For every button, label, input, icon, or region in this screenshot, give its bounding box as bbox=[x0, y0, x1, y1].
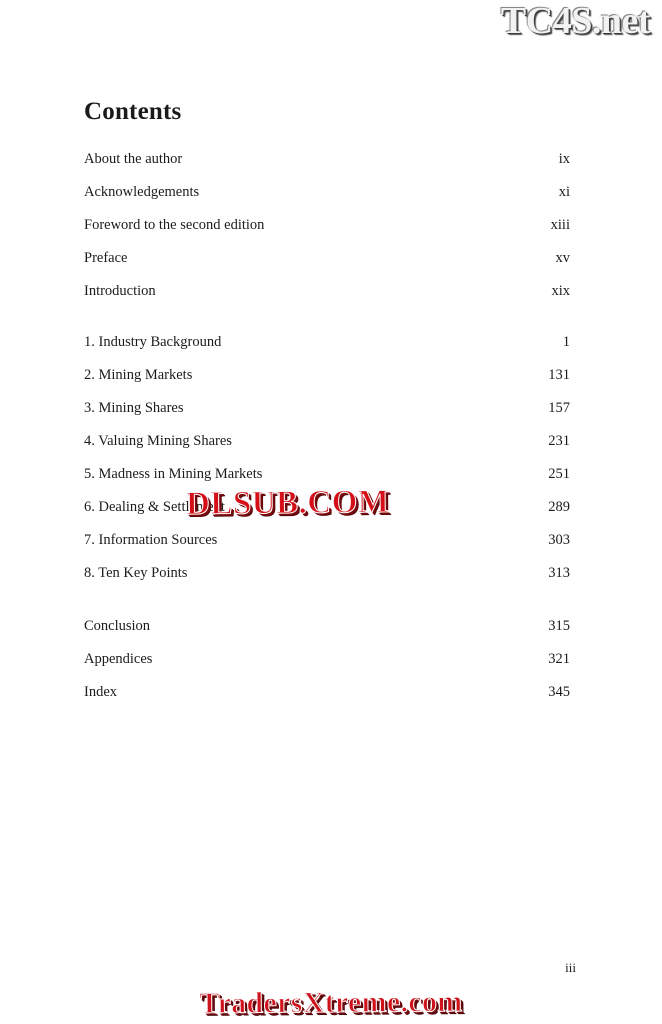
toc-entry-label: 2. Mining Markets bbox=[84, 367, 193, 383]
toc-entry-page: 231 bbox=[548, 433, 570, 449]
toc-entry-label: 1. Industry Background bbox=[84, 334, 222, 350]
toc-entry-label: About the author bbox=[84, 151, 183, 167]
toc-entry-page: xv bbox=[555, 250, 570, 266]
toc-entry[interactable] bbox=[84, 500, 570, 515]
toc-entry-page: 313 bbox=[548, 565, 570, 581]
toc-entry[interactable] bbox=[84, 619, 570, 634]
toc-entry-page: 131 bbox=[548, 367, 570, 383]
toc-entry-page: xi bbox=[558, 184, 570, 200]
toc-entry-label: Conclusion bbox=[84, 618, 151, 634]
watermark-bottom: TradersXtreme.com bbox=[199, 984, 463, 1020]
toc-entry[interactable] bbox=[84, 401, 570, 416]
toc-entry-label: Introduction bbox=[84, 283, 156, 299]
contents-section bbox=[84, 98, 570, 718]
toc-entry-label: 5. Madness in Mining Markets bbox=[84, 466, 263, 482]
toc-entry[interactable] bbox=[84, 566, 570, 581]
toc-entry[interactable] bbox=[84, 284, 570, 299]
toc-entry[interactable] bbox=[84, 467, 570, 482]
toc-entry-page: 303 bbox=[548, 532, 570, 548]
toc-entry-page: 157 bbox=[548, 400, 570, 416]
watermark-top-right: TC4S.net bbox=[500, 0, 650, 42]
toc-entry-page: 321 bbox=[548, 651, 570, 667]
toc-entry-page: 251 bbox=[548, 466, 570, 482]
toc-entry-label: Index bbox=[84, 684, 118, 700]
toc-entry-label: 6. Dealing & Settlement bbox=[84, 499, 225, 515]
toc-entry-label: Preface bbox=[84, 250, 128, 266]
toc-entry-label: 8. Ten Key Points bbox=[84, 565, 188, 581]
toc-entry-page: ix bbox=[558, 151, 570, 167]
page-title: Contents bbox=[84, 98, 182, 125]
toc-entry-label: Acknowledgements bbox=[84, 184, 200, 200]
toc-back-matter-list bbox=[84, 619, 570, 700]
toc-entry[interactable] bbox=[84, 251, 570, 266]
toc-entry[interactable] bbox=[84, 152, 570, 167]
toc-entry-page: 345 bbox=[548, 684, 570, 700]
toc-entry-label: Appendices bbox=[84, 651, 153, 667]
toc-entry-page: 289 bbox=[548, 499, 570, 515]
toc-entry[interactable] bbox=[84, 533, 570, 548]
toc-entry[interactable] bbox=[84, 335, 570, 350]
toc-entry-label: 4. Valuing Mining Shares bbox=[84, 433, 232, 449]
toc-group-divider bbox=[84, 599, 570, 619]
toc-entry[interactable] bbox=[84, 685, 570, 700]
toc-entry[interactable] bbox=[84, 185, 570, 200]
toc-entry-label: Foreword to the second edition bbox=[84, 217, 265, 233]
toc-entry[interactable] bbox=[84, 368, 570, 383]
toc-front-matter-list bbox=[84, 152, 570, 299]
toc-entry[interactable] bbox=[84, 652, 570, 667]
toc-entry-page: 1 bbox=[562, 334, 570, 350]
toc-entry[interactable] bbox=[84, 434, 570, 449]
toc-entry-page: 315 bbox=[548, 618, 570, 634]
toc-entry-page: xiii bbox=[550, 217, 570, 233]
toc-group-divider bbox=[84, 317, 570, 335]
toc-chapters-list bbox=[84, 335, 570, 581]
page-folio: iii bbox=[565, 960, 576, 975]
toc-entry-label: 7. Information Sources bbox=[84, 532, 218, 548]
toc-entry-label: 3. Mining Shares bbox=[84, 400, 184, 416]
toc-entry-page: xix bbox=[551, 283, 570, 299]
watermark-center: DLSUB.COM bbox=[185, 483, 390, 523]
toc-entry[interactable] bbox=[84, 218, 570, 233]
